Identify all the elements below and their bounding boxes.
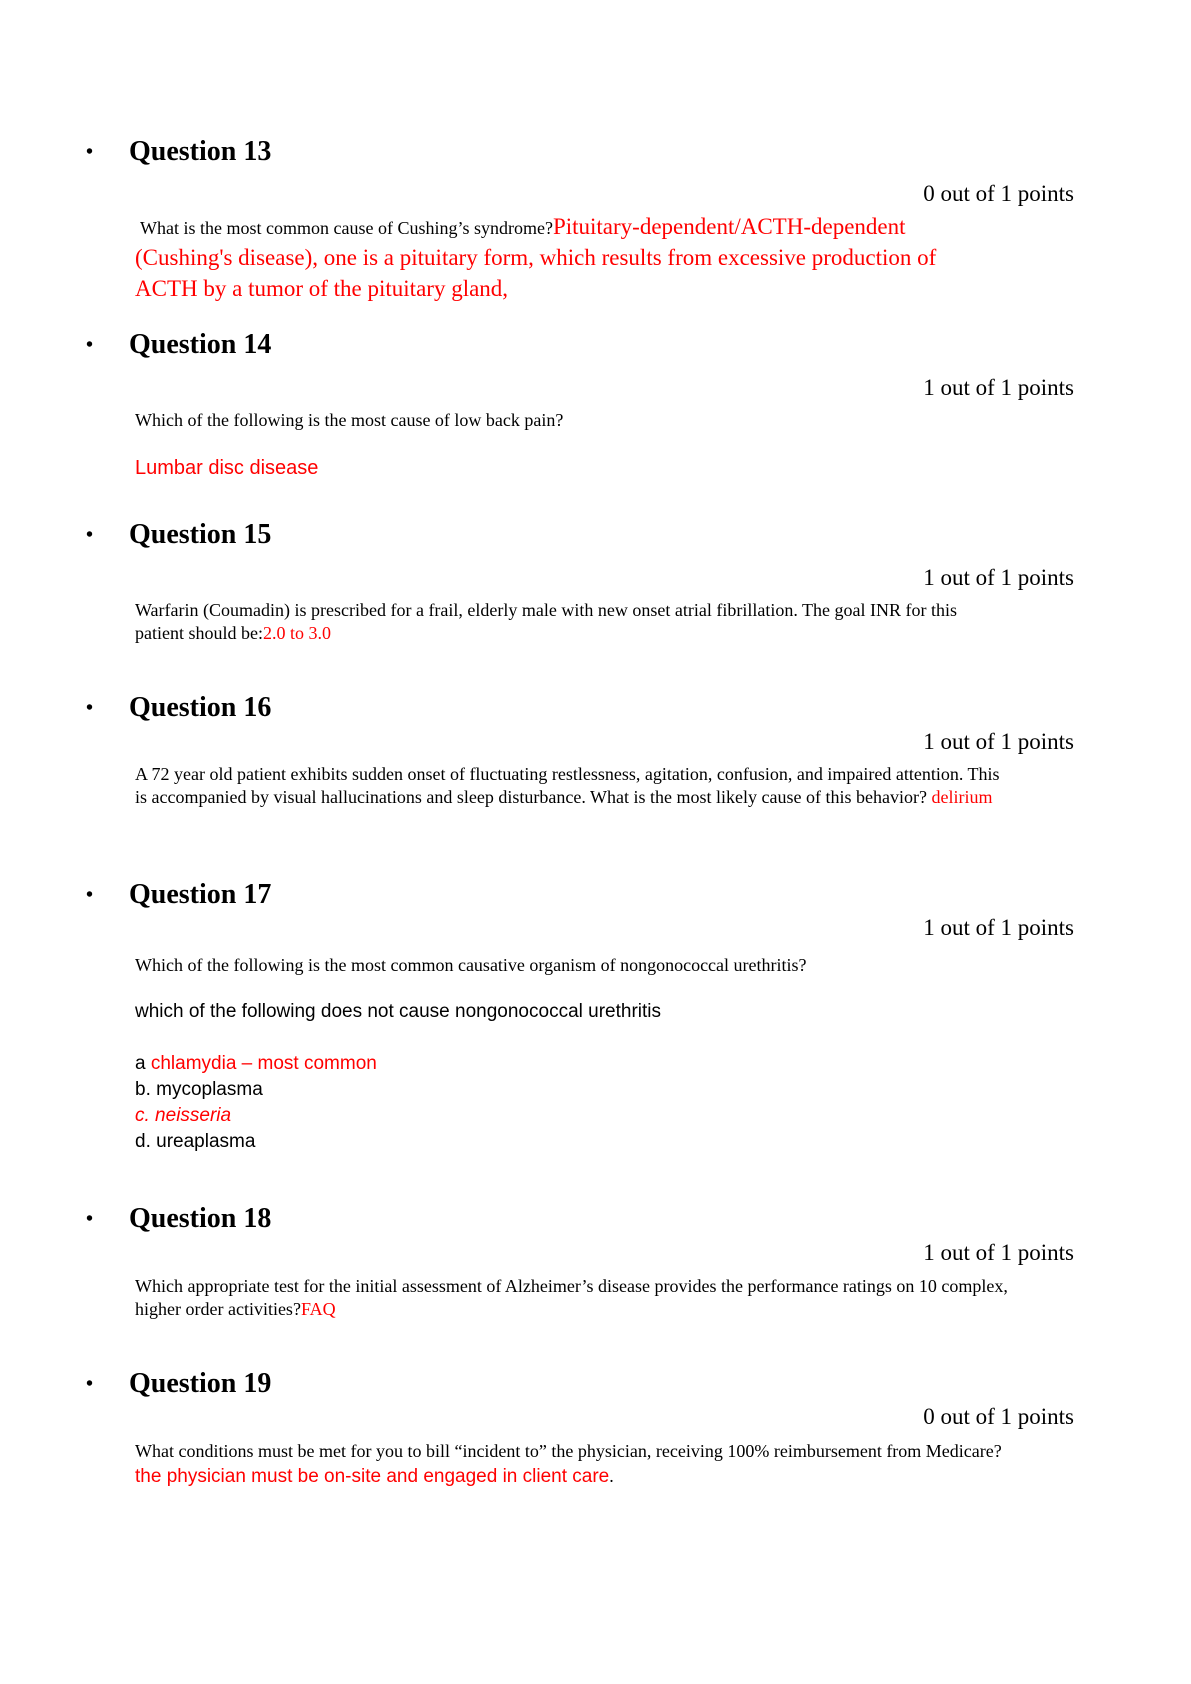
answer-trailing: . <box>609 1466 614 1486</box>
question-prompt: What is the most common cause of Cushing’s syndrome? <box>140 218 553 238</box>
question-heading <box>86 1202 271 1236</box>
question-text <box>135 599 1005 645</box>
bullet-icon: • <box>86 1373 94 1395</box>
bullet-icon: • <box>86 141 94 163</box>
question-text <box>135 1275 1015 1321</box>
question-score: 1 out of 1 points <box>923 1240 1074 1265</box>
question-heading <box>86 878 271 912</box>
question-score: 1 out of 1 points <box>923 375 1074 400</box>
question-title: Question 19 <box>129 1368 272 1399</box>
bullet-icon: • <box>86 697 94 719</box>
bullet-icon: • <box>86 884 94 906</box>
bullet-icon: • <box>86 334 94 356</box>
question-prompt: Which of the following is the most cause of low back pain? <box>135 410 564 430</box>
question-heading <box>86 518 271 552</box>
question-text <box>135 212 985 305</box>
question-prompt: What conditions must be met for you to bill “incident to” the physician, receiving 100% reimbursement from Medicare? <box>135 1441 1002 1461</box>
question-heading <box>86 328 271 362</box>
answer-text: Pituitary-dependent/ACTH-dependent (Cushing's disease), one is a pituitary form, which results from excessive production of ACTH by a tumor of the pituitary gland, <box>135 214 937 301</box>
option-c: c. neisseria <box>135 1105 232 1126</box>
option-a-text: chlamydia – most common <box>150 1053 377 1074</box>
question-score: 0 out of 1 points <box>923 181 1074 206</box>
question-heading <box>86 135 271 169</box>
answer-text: Lumbar disc disease <box>135 457 319 479</box>
question-title: Question 14 <box>129 329 272 360</box>
answer-text: the physician must be on-site and engaged in client care <box>135 1466 610 1487</box>
question-heading <box>86 1367 271 1401</box>
sub-question: which of the following does not cause nongonococcal urethritis <box>135 1001 661 1022</box>
answer-text: 2.0 to 3.0 <box>262 623 331 643</box>
question-title: Question 18 <box>129 1203 272 1234</box>
question-prompt: A 72 year old patient exhibits sudden onset of fluctuating restlessness, agitation, confusion, and impaired attention. This is accompanied by visual hallucinations and sleep disturbance. What is the most likely cause of this behavior? <box>135 764 1000 807</box>
answer-text: delirium <box>931 787 993 807</box>
question-text <box>135 763 1015 809</box>
question-prompt: Which appropriate test for the initial assessment of Alzheimer’s disease provides the performance ratings on 10 complex, higher order activities? <box>135 1276 1008 1319</box>
question-score: 0 out of 1 points <box>923 1404 1074 1429</box>
question-score: 1 out of 1 points <box>923 565 1074 590</box>
option-b: b. mycoplasma <box>135 1079 263 1100</box>
bullet-icon: • <box>86 524 94 546</box>
question-prompt: Which of the following is the most common causative organism of nongonococcal urethritis? <box>135 955 807 975</box>
question-text <box>135 1439 1015 1489</box>
question-score: 1 out of 1 points <box>923 915 1074 940</box>
answer-text: FAQ <box>300 1299 336 1319</box>
question-score: 1 out of 1 points <box>923 729 1074 754</box>
option-a <box>135 1052 377 1076</box>
question-heading <box>86 691 271 725</box>
question-title: Question 13 <box>129 136 272 167</box>
question-prompt: Warfarin (Coumadin) is prescribed for a frail, elderly male with new onset atrial fibrillation. The goal INR for this patient should be: <box>135 600 957 643</box>
question-title: Question 17 <box>129 879 272 910</box>
question-title: Question 15 <box>129 519 272 550</box>
option-d: d. ureaplasma <box>135 1131 256 1152</box>
bullet-icon: • <box>86 1208 94 1230</box>
option-a-prefix: a <box>135 1053 151 1074</box>
question-title: Question 16 <box>129 692 272 723</box>
